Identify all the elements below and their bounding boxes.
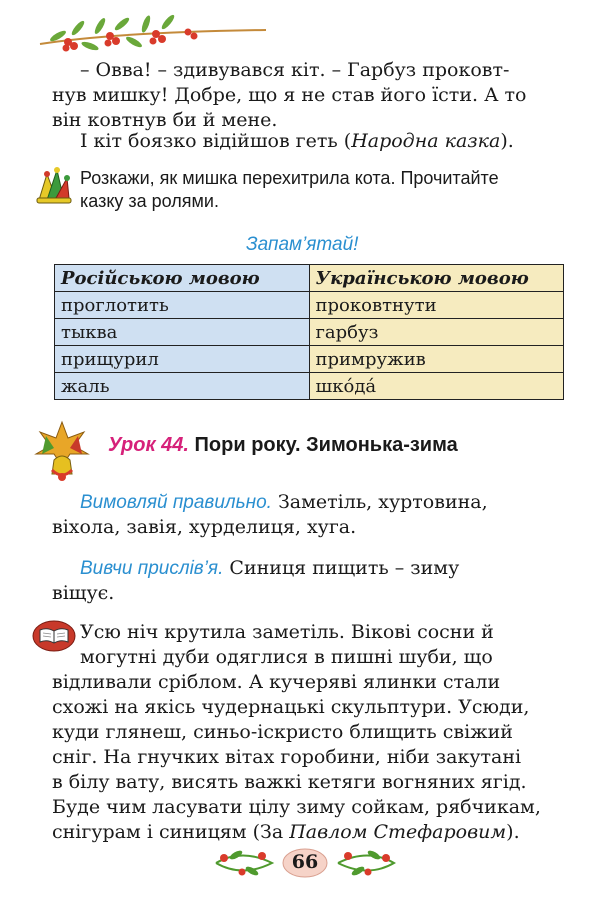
story-line-3: він ковтнув би й мене. (52, 109, 278, 131)
header-ukrainian: Українською мовою (309, 265, 564, 292)
story-line-4 (80, 129, 565, 154)
story-ending-close: ). (500, 130, 514, 152)
story-ending-text: І кіт боязко відійшов геть ( (80, 130, 352, 152)
reading-line-2: могутні дуби одяглися в пишні шуби, що (80, 646, 493, 668)
proverb-label: Вивчи прислів’я. (80, 558, 224, 579)
lesson-heading (108, 434, 458, 457)
story-source: Народна казка (351, 130, 501, 152)
cell-ukrainian: примружив (309, 346, 564, 373)
table-header-row (55, 265, 564, 292)
pronounce-line-1 (80, 490, 565, 515)
header-russian: Російською мовою (55, 265, 310, 292)
proverb-text-2: віщує. (52, 582, 115, 604)
cell-ukrainian: шко́да́ (309, 373, 564, 400)
cell-russian: прищурил (55, 346, 310, 373)
task-text (80, 167, 570, 213)
proverb-text-1: Синиця пищить – зиму (229, 557, 460, 579)
cell-ukrainian: гарбуз (309, 319, 564, 346)
cell-ukrainian: проковтнути (309, 292, 564, 319)
cell-russian: тыква (55, 319, 310, 346)
book-icon (32, 620, 76, 652)
autumn-leaves-bell-icon (32, 418, 92, 484)
reading-line-1: Усю ніч крутила заметіль. Вікові сосни й (80, 621, 494, 643)
reading-line-4: схожі на якісь чудернацькі скульптури. Усюди, (52, 696, 530, 718)
vocabulary-table (54, 264, 564, 400)
rowan-branch-decoration (38, 14, 268, 54)
table-row (55, 373, 564, 400)
story-line-2: нув мишку! Добре, що я не став його їсти. А то (52, 84, 527, 106)
page-number: 66 (291, 851, 319, 873)
reading-line-7: в білу вату, висять важкі кетяги вогняних ягід. (52, 771, 527, 793)
reading-ending-close: ). (506, 821, 520, 843)
reading-line-6: сніг. На гнучких вітах горобини, ніби закутані (52, 746, 522, 768)
reading-line-5: куди глянеш, синьо-іскристо блищить свіжий (52, 721, 513, 743)
remember-heading: Запам’ятай! (246, 234, 359, 255)
pronounce-words-2: віхола, завія, хурделиця, хуга. (52, 516, 357, 538)
proverb-line-1 (80, 556, 565, 581)
task-line-1: Розкажи, як мишка перехитрила кота. Прочитайте (80, 168, 499, 188)
jester-hat-icon (33, 166, 77, 206)
lesson-title: Пори року. Зимонька-зима (194, 434, 458, 456)
cell-russian: проглотить (55, 292, 310, 319)
reading-ending-text: снігурам і синицям (За (52, 821, 290, 843)
cell-russian: жаль (55, 373, 310, 400)
task-line-2: казку за ролями. (80, 191, 219, 211)
reading-line-3: відливали сріблом. А кучеряві ялинки стали (52, 671, 501, 693)
pronounce-words-1: Заметіль, хуртовина, (277, 491, 488, 513)
reading-line-9 (52, 820, 565, 845)
reading-line-8: Буде чим ласувати цілу зиму сойкам, рябчикам, (52, 796, 541, 818)
reading-author: Павлом Стефаровим (289, 821, 507, 843)
table-row (55, 346, 564, 373)
table-row (55, 319, 564, 346)
story-line-1: – Овва! – здивувався кіт. – Гарбуз проковт- (80, 59, 510, 81)
table-row (55, 292, 564, 319)
lesson-number: Урок 44. (108, 434, 189, 456)
pronounce-label: Вимовляй правильно. (80, 492, 272, 513)
